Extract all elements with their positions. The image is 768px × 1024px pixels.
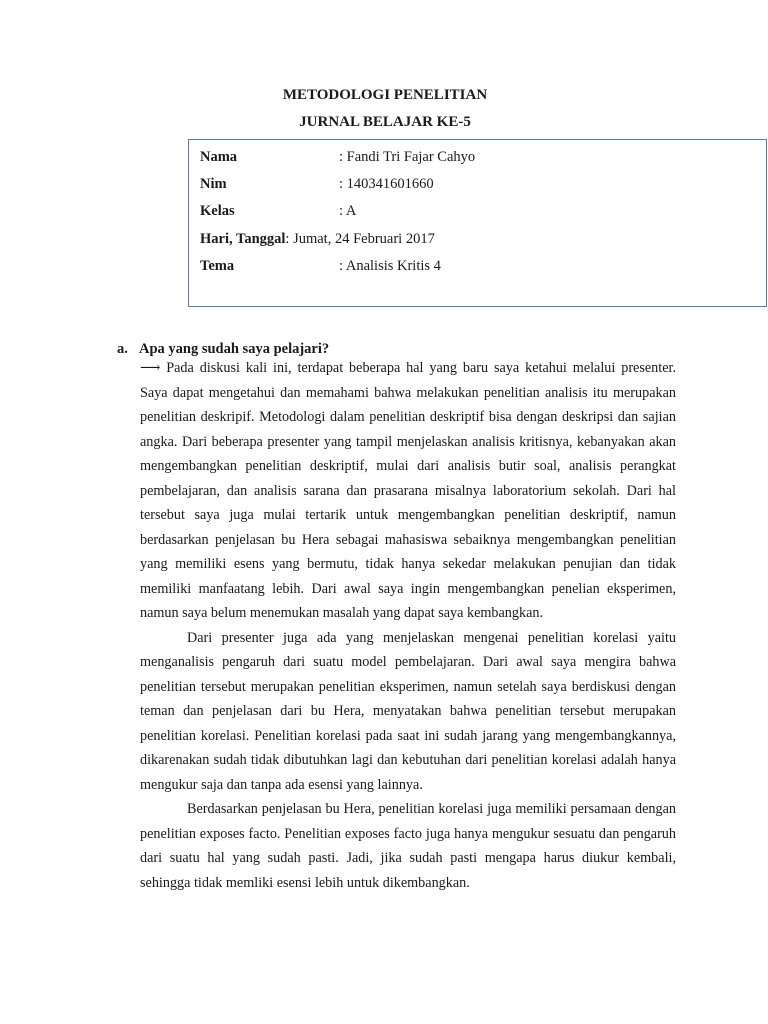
info-row-kelas [200,202,357,220]
document-title: METODOLOGI PENELITIAN [282,87,488,103]
info-value-nim: : 140341601660 [339,176,434,192]
info-row-nim [200,175,434,193]
paragraph-1: ⟶ Pada diskusi kali ini, terdapat beberapa hal yang baru saya ketahui melalui presenter. Saya dapat mengetahui dan memahami bahwa melakukan penelitian analisis itu merupakan penelitian deskripif. Metodologi dalam penelitian deskriptif bisa dengan deskripsi dan sajian angka. Dari beberapa presenter yang tampil menjelaskan analisis kritisnya, kebanyakan akan mengembangkan penelitian deskriptif, mulai dari analisis butir soal, analisis perangkat pembelajaran, dan analisis sarana dan prasarana misalnya laboratorium sekolah. Dari hal tersebut saya juga mulai tertarik untuk mengembangkan penelitian deskriptif, namun berdasarkan penjelasan bu Hera sebagai mahasiswa sebaiknya mengembangkan penelitian yang memiliki esens yang bermutu, tidak hanya sekedar melakukan penujian dan tidak memiliki manfaatang lebih. Dari awal saya ingin mengembangkan penelian eksperimen, namun saya belum menemukan masalah yang dapat saya kembangkan. [140,360,676,621]
info-label-hari-tanggal: Hari, Tanggal [200,231,286,247]
student-info-box [188,139,767,307]
info-value-nama: : Fandi Tri Fajar Cahyo [339,149,476,165]
document-subtitle: JURNAL BELAJAR KE-5 [299,114,471,130]
info-value-hari-tanggal: : Jumat, 24 Februari 2017 [285,231,435,247]
info-row-hari-tanggal [200,230,435,248]
paragraph-2: Dari presenter juga ada yang menjelaskan mengenai penelitian korelasi yaitu menganalisis pengaruh dari suatu model pembelajaran. Dari awal saya mengira bahwa penelitian tersebut merupakan penelitian eksperimen, namun setelah saya berdiskusi dengan teman dan penjelasan dari bu Hera, menyatakan bahwa penelitian tersebut merupakan penelitian korelasi. Penelitian korelasi pada saat ini sudah jarang yang mengembangkannya, dikarenakan sudah tidak dibutuhkan lagi dan kebutuhan dari penelitian korelasi adalah hanya mengukur saja dan tanpa ada esensi yang lainnya. [140,629,676,793]
info-row-tema [200,257,441,275]
info-label-nim: Nim [200,176,227,192]
document-header [0,86,768,140]
section-a-title: Apa yang sudah saya pelajari? [139,341,330,357]
info-label-nama: Nama [200,149,238,165]
info-row-nama [200,148,476,166]
info-label-kelas: Kelas [200,203,235,219]
paragraph-3: Berdasarkan penjelasan bu Hera, penelitian korelasi juga memiliki persamaan dengan penelitian exposes facto. Penelitian exposes facto juga hanya mengukur sesuatu dan pengaruh dari suatu hal yang sudah pasti. Jadi, jika sudah pasti mengapa harus diukur kembali, sehingga tidak memliki esensi lebih untuk dikembangkan. [140,801,676,891]
info-label-tema: Tema [200,258,235,274]
section-a-marker: a. [117,341,128,357]
info-value-tema: : Analisis Kritis 4 [339,258,441,274]
section-a-body [140,356,676,895]
info-value-kelas: : A [339,203,357,219]
